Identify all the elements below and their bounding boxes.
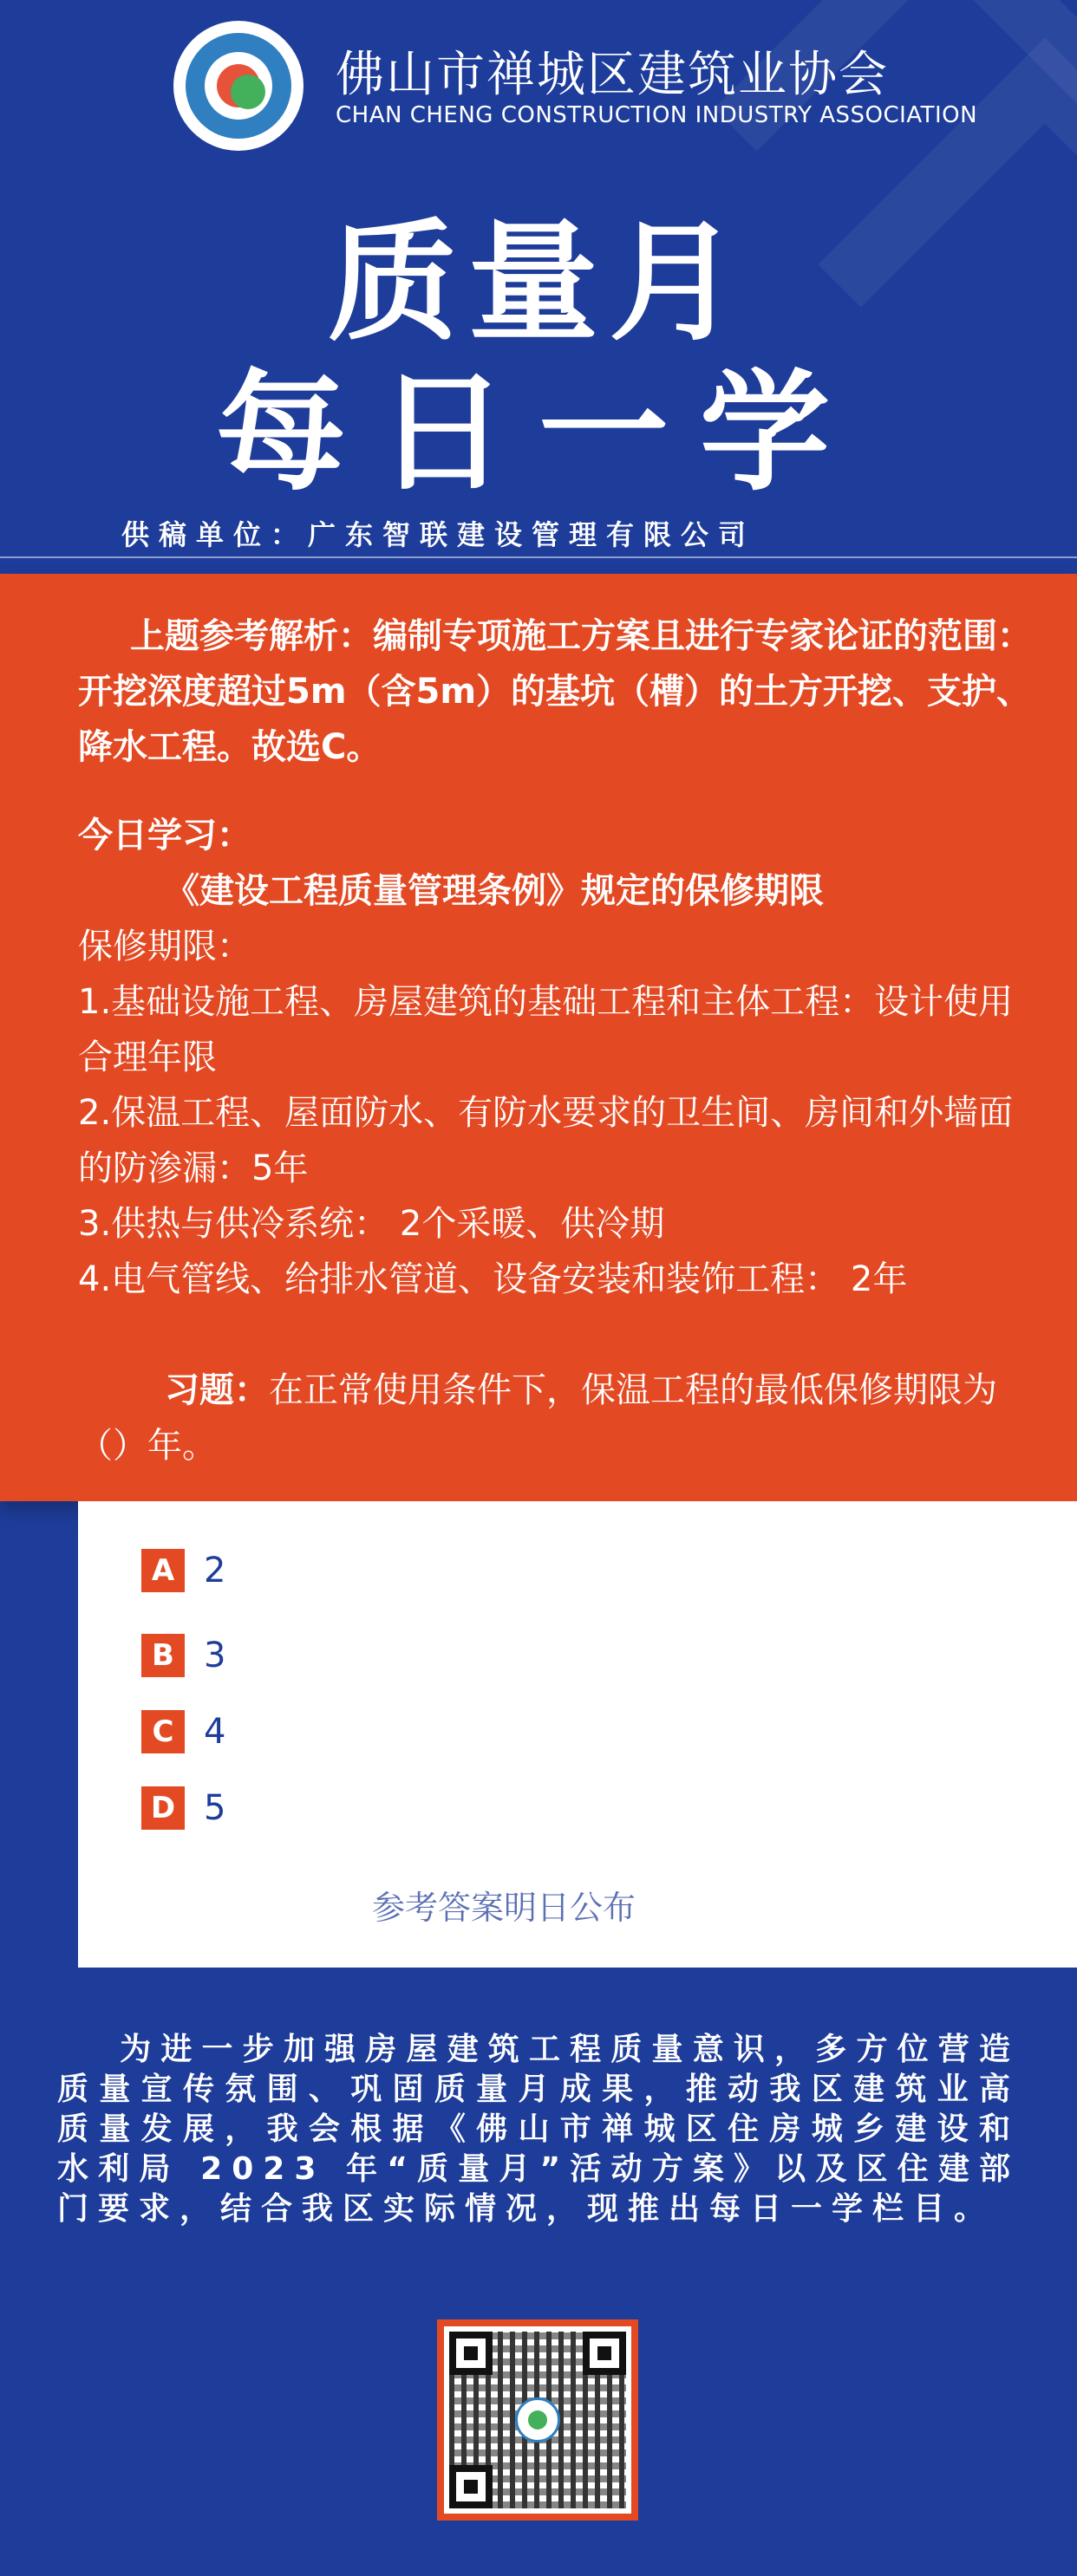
previous-answer-text: 编制专项施工方案且进行专家论证的范围：开挖深度超过5m（含5m）的基坑（槽）的土方开挖、支护、降水工程。故选C。 <box>78 616 1032 767</box>
intro-text: 为进一步加强房屋建筑工程质量意识，多方位营造质量宣传氛围、巩固质量月成果，推动我区建筑业高质量发展，我会根据《佛山市禅城区住房城乡建设和水利局 2023 年“质量月”活动方案》以及区住建部门要求，结合我区实际情况，现推出每日一学栏目。 <box>57 2032 1020 2227</box>
today-subtitle: 保修期限： <box>78 927 251 966</box>
org-name-cn: 佛山市禅城区建筑业协会 <box>336 47 889 103</box>
qr-center-logo-icon <box>515 2397 560 2443</box>
option-letter: D <box>141 1786 185 1830</box>
option-b[interactable] <box>141 1635 225 1676</box>
association-logo-icon <box>173 21 304 151</box>
exercise <box>78 1363 1032 1473</box>
option-letter: C <box>141 1710 185 1753</box>
option-a[interactable] <box>141 1550 225 1591</box>
exercise-text: 在正常使用条件下，保温工程的最低保修期限为（）年。 <box>78 1370 997 1466</box>
today-item: 1.基础设施工程、房屋建筑的基础工程和主体工程：设计使用合理年限 <box>78 982 1014 1077</box>
answer-note <box>78 1881 1077 1929</box>
divider <box>0 556 1077 558</box>
options-card <box>78 1501 1077 1968</box>
option-value: 4 <box>204 1712 226 1752</box>
today-label: 今日学习： <box>78 816 251 855</box>
option-value: 3 <box>204 1636 226 1675</box>
option-value: 5 <box>204 1788 226 1828</box>
option-d[interactable] <box>141 1787 225 1829</box>
previous-answer <box>78 608 1032 775</box>
exercise-label: 习题： <box>165 1370 269 1410</box>
today-item: 3.供热与供冷系统： 2个采暖、供冷期 <box>78 1204 665 1244</box>
intro-paragraph <box>57 2030 1020 2229</box>
qr-code-icon[interactable] <box>437 2319 638 2521</box>
option-letter: A <box>141 1549 185 1592</box>
today-item: 4.电气管线、给排水管道、设备安装和装饰工程： 2年 <box>78 1259 908 1299</box>
supplier-line: 供稿单位：广东智联建设管理有限公司 <box>121 518 756 551</box>
page-title-line1: 质量月 <box>327 208 749 359</box>
today-item: 2.保温工程、屋面防水、有防水要求的卫生间、房间和外墙面的防渗漏：5年 <box>78 1093 1014 1188</box>
lesson-card <box>0 574 1077 1501</box>
page-title-line2: 每日一学 <box>215 358 861 509</box>
previous-answer-label: 上题参考解析： <box>130 616 373 656</box>
today-topic: 《建设工程质量管理条例》规定的保修期限 <box>165 871 824 911</box>
org-name-en: CHAN CHENG CONSTRUCTION INDUSTRY ASSOCIATION <box>336 102 978 128</box>
answer-note-text: 参考答案明日公布 <box>371 1889 636 1927</box>
option-c[interactable] <box>141 1711 225 1753</box>
option-letter: B <box>141 1634 185 1677</box>
option-value: 2 <box>204 1551 226 1590</box>
